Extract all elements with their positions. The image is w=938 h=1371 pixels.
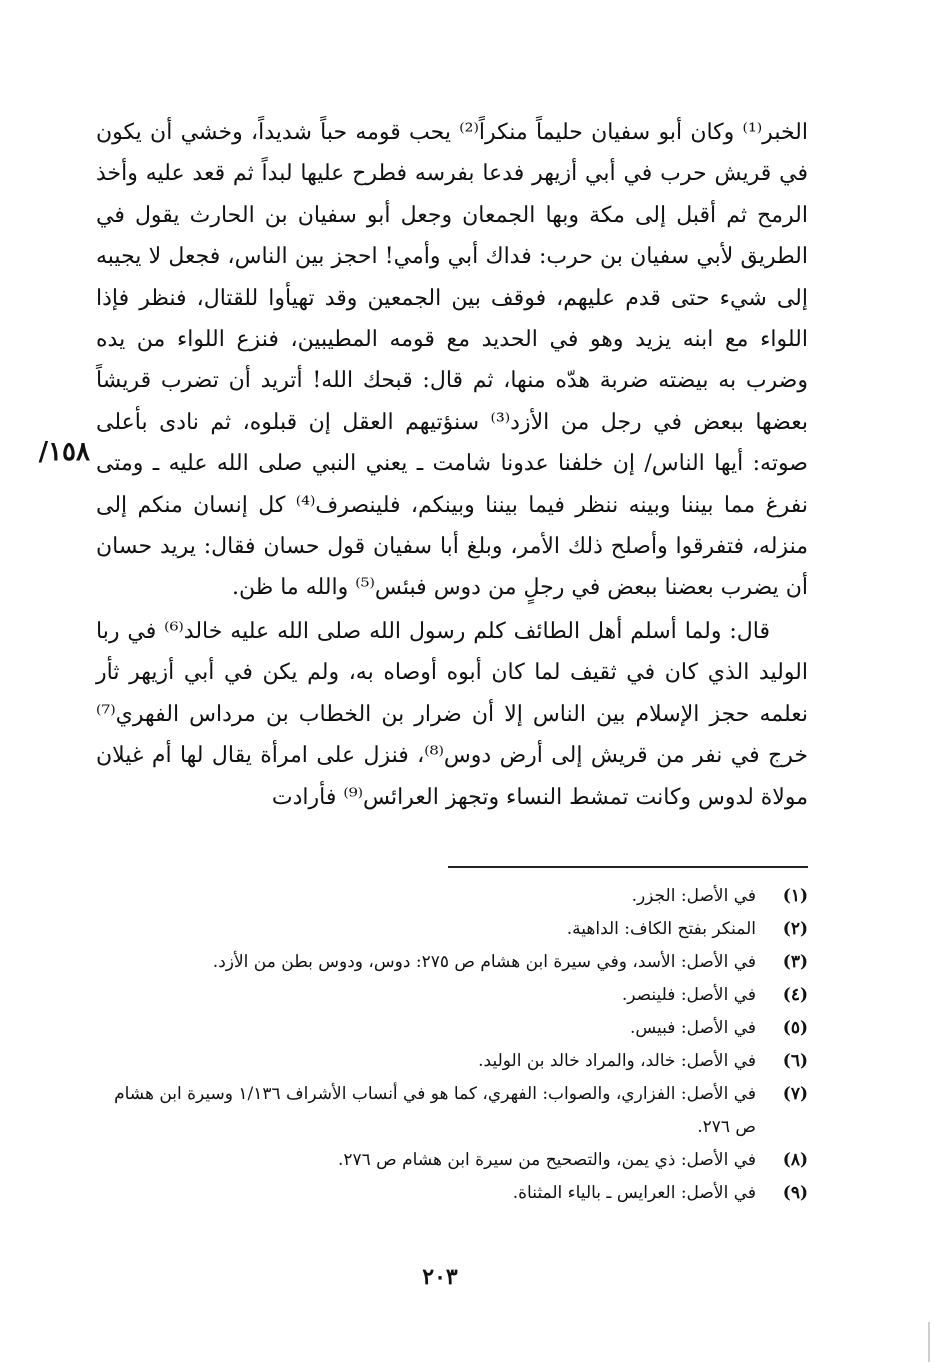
footnote-text: في الأصل: الأسد، وفي سيرة ابن هشام ص ٢٧٥: دوس، ودوس بطن من الأزد. bbox=[212, 952, 756, 972]
footnote-item bbox=[96, 979, 808, 1012]
footnote-item bbox=[96, 1177, 808, 1210]
footnote-text: في الأصل: فبيس. bbox=[629, 1018, 756, 1038]
original-folio-marker: ١٥٨/ bbox=[38, 437, 90, 467]
footnote-text: في الأصل: الفزاري، والصواب: الفهري، كما هو في أنساب الأشراف ١/١٣٦ وسيرة ابن هشام ص ٢٧٦. bbox=[114, 1084, 756, 1137]
footnote-item bbox=[96, 946, 808, 979]
footnote-separator bbox=[448, 866, 808, 868]
footnote-text: في الأصل: فلينصر. bbox=[621, 985, 756, 1005]
footnote-item bbox=[96, 913, 808, 946]
footnote-number: (٣) bbox=[782, 952, 808, 972]
footnote-number: (٦) bbox=[782, 1051, 808, 1071]
main-text bbox=[96, 112, 808, 818]
footnote-text: في الأصل: خالد، والمراد خالد بن الوليد. bbox=[478, 1051, 756, 1071]
footnote-text: في الأصل: العرايس ـ بالياء المثناة. bbox=[512, 1183, 756, 1203]
paragraph-2: قال: ولما أسلم أهل الطائف كلم رسول الله صلى الله عليه خالد⁽⁶⁾ في ربا الوليد الذي كان في ثقيف لما كان أبوه أوصاه به، ولم يكن في أبي أزيهر ثأر نعلمه حجز الإسلام بين الناس إلا أن ضرار بن الخطاب بن مرداس الفهري⁽⁷⁾ خرج في نفر من قريش إلى أرض دوس⁽⁸⁾، فنزل على امرأة يقال لها أم غيلان مولاة لدوس وكانت تمشط النساء وتجهز العرائس⁽⁹⁾ فأرادت bbox=[96, 618, 808, 810]
scan-edge-mark bbox=[928, 1322, 930, 1362]
footnote-item bbox=[96, 1144, 808, 1177]
footnote-text: في الأصل: ذي يمن، والتصحيح من سيرة ابن هشام ص ٢٧٦. bbox=[337, 1150, 756, 1170]
footnote-number: (٨) bbox=[782, 1150, 808, 1170]
footnote-number: (١) bbox=[782, 886, 808, 906]
footnote-item bbox=[96, 1078, 808, 1144]
paragraph-1: الخبر⁽¹⁾ وكان أبو سفيان حليماً منكراً⁽²⁾ يحب قومه حباً شديداً، وخشي أن يكون في قريش حرب في أبي أزيهر فدعا بفرسه فطرح عليها لبداً ثم قعد عليه وأخذ الرمح ثم أقبل إلى مكة وبها الجمعان وجعل أبو سفيان بن الحارث يقول في الطريق لأبي سفيان بن حرب: فداك أبي وأمي! احجز بين الناس، فجعل لا يجيبه إلى شيء حتى قدم عليهم، فوقف بين الجمعين وقد تهيأوا للقتال، فنظر فإذا اللواء مع ابنه يزيد وهو في الحديد مع قومه المطيبين، فنزع اللواء من يده وضرب به بيضته ضربة هدّه منها، ثم قال: قبحك الله! أتريد أن تضرب قريشاً بعضها ببعض في رجل من الأزد⁽³⁾ سنؤتيهم العقل إن قبلوه، ثم نادى بأعلى صوته: أيها الناس/ إن خلفنا عدونا شامت ـ يعني النبي صلى الله عليه ـ ومتى نفرغ مما بيننا وبينه ننظر فيما بيننا وبينكم، فلينصرف⁽⁴⁾ كل إنسان منكم إلى منزله، فتفرقوا وأصلح ذلك الأمر، وبلغ أبا سفيان قول حسان فقال: يريد حسان أن يضرب بعضنا ببعض في رجلٍ من دوس فبئس⁽⁵⁾ والله ما ظن. bbox=[96, 120, 808, 601]
footnote-text: المنكر بفتح الكاف: الداهية. bbox=[566, 919, 756, 939]
footnotes bbox=[96, 880, 808, 1210]
footnote-number: (٧) bbox=[782, 1084, 808, 1104]
footnote-number: (٩) bbox=[782, 1183, 808, 1203]
footnote-number: (٢) bbox=[782, 919, 808, 939]
page-number: ٢٠٣ bbox=[422, 1264, 458, 1290]
footnote-number: (٤) bbox=[782, 985, 808, 1005]
footnote-text: في الأصل: الجزر. bbox=[631, 886, 756, 906]
footnote-number: (٥) bbox=[782, 1018, 808, 1038]
footnote-item bbox=[96, 1012, 808, 1045]
footnote-item bbox=[96, 880, 808, 913]
footnote-item bbox=[96, 1045, 808, 1078]
